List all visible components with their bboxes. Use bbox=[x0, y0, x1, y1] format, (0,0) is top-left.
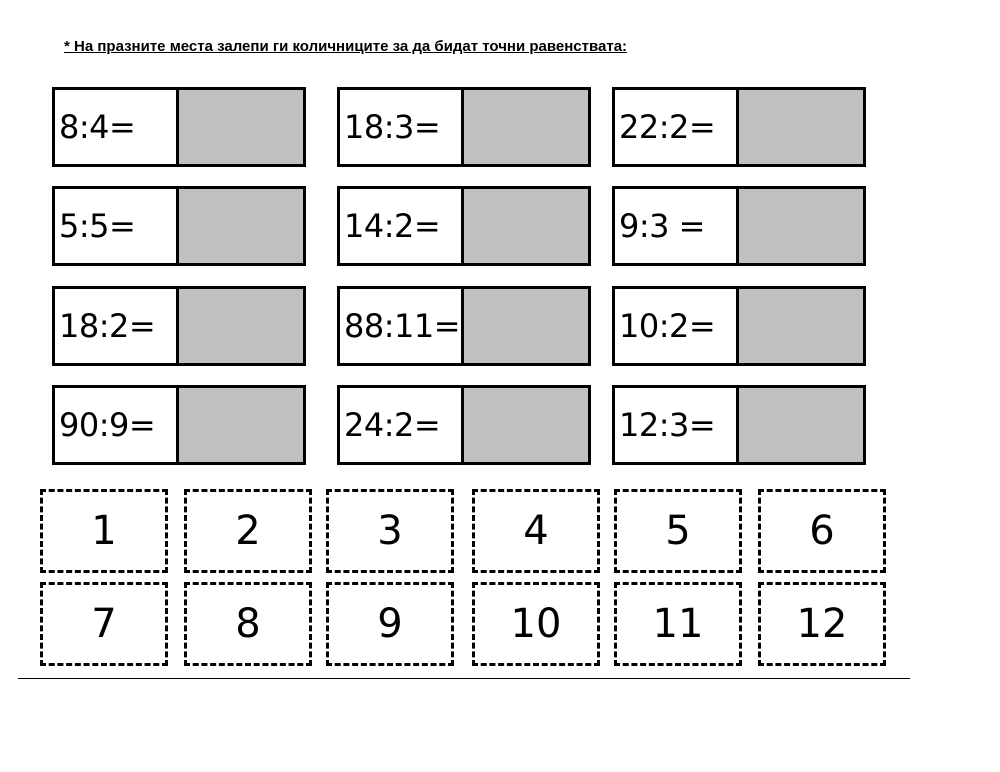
equation-card bbox=[612, 186, 866, 266]
answer-drop-slot[interactable] bbox=[736, 289, 863, 363]
equation-card bbox=[337, 87, 591, 167]
answer-tile[interactable]: 9 bbox=[326, 582, 454, 666]
answer-drop-slot[interactable] bbox=[736, 189, 863, 263]
equation-text: 10:2= bbox=[619, 307, 716, 345]
answer-drop-slot[interactable] bbox=[176, 189, 303, 263]
answer-tile[interactable]: 7 bbox=[40, 582, 168, 666]
equation-card bbox=[52, 87, 306, 167]
equation-text: 14:2= bbox=[344, 207, 441, 245]
answer-drop-slot[interactable] bbox=[461, 289, 588, 363]
answer-tile[interactable]: 6 bbox=[758, 489, 886, 573]
equation-text: 18:3= bbox=[344, 108, 441, 146]
equation-text: 24:2= bbox=[344, 406, 441, 444]
answer-tile[interactable]: 4 bbox=[472, 489, 600, 573]
equation-card bbox=[52, 286, 306, 366]
equation-text: 9:3 = bbox=[619, 207, 705, 245]
equation-card bbox=[52, 385, 306, 465]
equation-text: 8:4= bbox=[59, 108, 136, 146]
answer-drop-slot[interactable] bbox=[176, 90, 303, 164]
answer-drop-slot[interactable] bbox=[461, 90, 588, 164]
answer-tile[interactable]: 5 bbox=[614, 489, 742, 573]
answer-tile[interactable]: 12 bbox=[758, 582, 886, 666]
equation-card bbox=[337, 286, 591, 366]
answer-tile[interactable]: 1 bbox=[40, 489, 168, 573]
equation-card bbox=[337, 385, 591, 465]
equation-card bbox=[612, 286, 866, 366]
answer-drop-slot[interactable] bbox=[461, 388, 588, 462]
answer-drop-slot[interactable] bbox=[176, 388, 303, 462]
equation-text: 90:9= bbox=[59, 406, 156, 444]
equation-card bbox=[612, 385, 866, 465]
answer-drop-slot[interactable] bbox=[736, 90, 863, 164]
instruction-text: * На празните места залепи ги количниците за да бидат точни равенствата: bbox=[64, 38, 628, 55]
equation-text: 18:2= bbox=[59, 307, 156, 345]
equation-card bbox=[337, 186, 591, 266]
answer-drop-slot[interactable] bbox=[461, 189, 588, 263]
answer-drop-slot[interactable] bbox=[176, 289, 303, 363]
bottom-divider bbox=[18, 678, 910, 679]
equation-text: 88:11= bbox=[344, 307, 461, 345]
answer-tile[interactable]: 3 bbox=[326, 489, 454, 573]
equation-text: 12:3= bbox=[619, 406, 716, 444]
answer-tile[interactable]: 2 bbox=[184, 489, 312, 573]
equation-card bbox=[612, 87, 866, 167]
answer-tile[interactable]: 11 bbox=[614, 582, 742, 666]
equation-text: 5:5= bbox=[59, 207, 136, 245]
answer-tile[interactable]: 8 bbox=[184, 582, 312, 666]
equation-card bbox=[52, 186, 306, 266]
answer-drop-slot[interactable] bbox=[736, 388, 863, 462]
answer-tile[interactable]: 10 bbox=[472, 582, 600, 666]
equation-text: 22:2= bbox=[619, 108, 716, 146]
